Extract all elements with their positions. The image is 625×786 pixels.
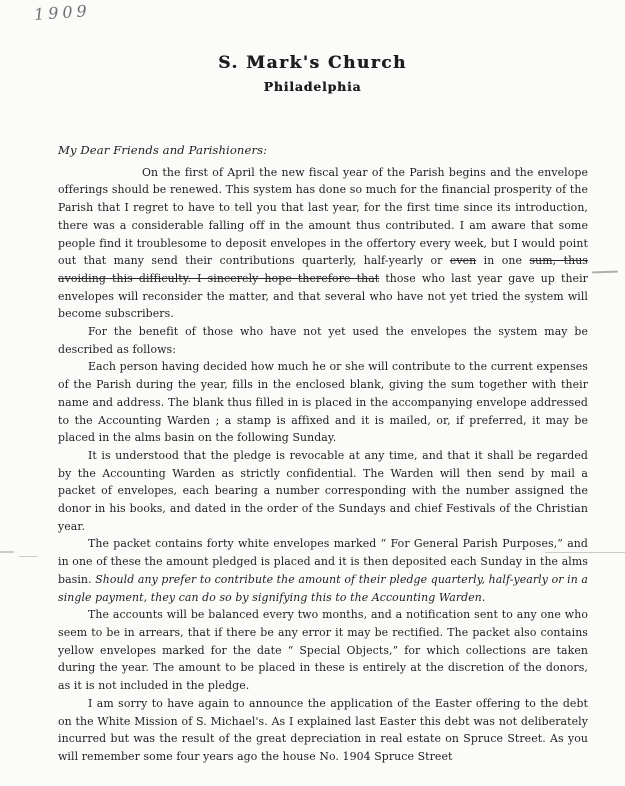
letterhead <box>0 53 625 94</box>
text-segment-normal: For the benefit of those who have not yet used the envelopes the system may be described as follows: <box>58 325 588 356</box>
text-segment-normal: The packet contains forty white envelopes marked “ For General Parish Purposes,” and in one of these the amount pledged is placed and it is then deposited each Sunday in the alms basin. <box>58 537 588 586</box>
letter-paragraphs <box>58 164 588 766</box>
paragraph <box>58 358 588 447</box>
paragraph <box>58 164 588 323</box>
handwritten-year-annotation: 1909 <box>33 1 92 24</box>
church-name: S. Mark's Church <box>218 53 407 73</box>
paragraph <box>58 606 588 695</box>
salutation: My Dear Friends and Parishioners: <box>58 143 268 157</box>
paragraph <box>58 535 588 606</box>
fold-mark-left-2 <box>19 556 38 557</box>
text-segment-strike: sum, thus avoiding this difficulty. I sincerely hope therefore that <box>58 254 588 285</box>
text-segment-normal: I am sorry to have again to announce the application of the Easter offering to the debt on the White Mission of S. Michael's. As I explained last Easter this debt was not deliberately incurred but was the result of the great depreciation in real estate on Spruce Street. As you will remember some four years ago the house No. 1904 Spruce Street <box>58 696 588 763</box>
pencil-margin-dash <box>592 271 618 274</box>
text-segment-strike: even <box>449 254 477 268</box>
text-segment-normal: Each person having decided how much he or she will contribute to the current expenses of the Parish during the year, fills in the enclosed blank, giving the sum together with their name and address. The blank thus filled in is placed in the accompanying envelope addressed to the Accounting Warden ; a stamp is affixed and it is mailed, or, if preferred, it may be placed in the alms basin on the following Sunday. <box>58 360 588 445</box>
church-city: Philadelphia <box>263 79 362 94</box>
text-segment-normal: in one <box>476 254 530 268</box>
text-segment-normal: those who last year gave up their envelopes will reconsider the matter, and that several who have not yet tried the system will become subscribers. <box>58 271 588 321</box>
text-segment-normal: On the first of April the new fiscal year of the Parish begins and the envelope offerings should be renewed. This system has done so much for the financial prosperity of the Parish that I regret to have to tell you that last year, for the first time since its introduction, there was a considerable falling off in the amount thus contributed. I am aware that some people find it troublesome to deposit envelopes in the offertory every week, but I would point out that many send their contributions quarterly, half-yearly or <box>58 165 588 268</box>
fold-mark-right <box>545 552 625 553</box>
letter-body <box>58 142 588 766</box>
text-segment-italic: Should any prefer to contribute the amount of their pledge quarterly, half-yearly or in a single payment, they can do so by signifying this to the Accounting Warden. <box>58 572 588 604</box>
paragraph <box>58 447 588 536</box>
fold-mark-left-1 <box>0 551 14 553</box>
text-segment-normal: The accounts will be balanced every two months, and a notification sent to any one who seem to be in arrears, that if there be any error it may be rectified. The packet also contains yellow envelopes marked for the date “ Special Objects,” for which collections are taken during the year. The amount to be placed in these is entirely at the discretion of the donors, as it is not included in the pledge. <box>58 608 588 693</box>
paragraph <box>58 323 588 358</box>
paragraph <box>58 695 588 766</box>
text-segment-normal: It is understood that the pledge is revocable at any time, and that it shall be regarded by the Accounting Warden as strictly confidential. The Warden will then send by mail a packet of envelopes, each bearing a number corresponding with the number assigned the donor in his books, and dated in the order of the Sundays and chief Festivals of the Christian year. <box>58 448 588 533</box>
